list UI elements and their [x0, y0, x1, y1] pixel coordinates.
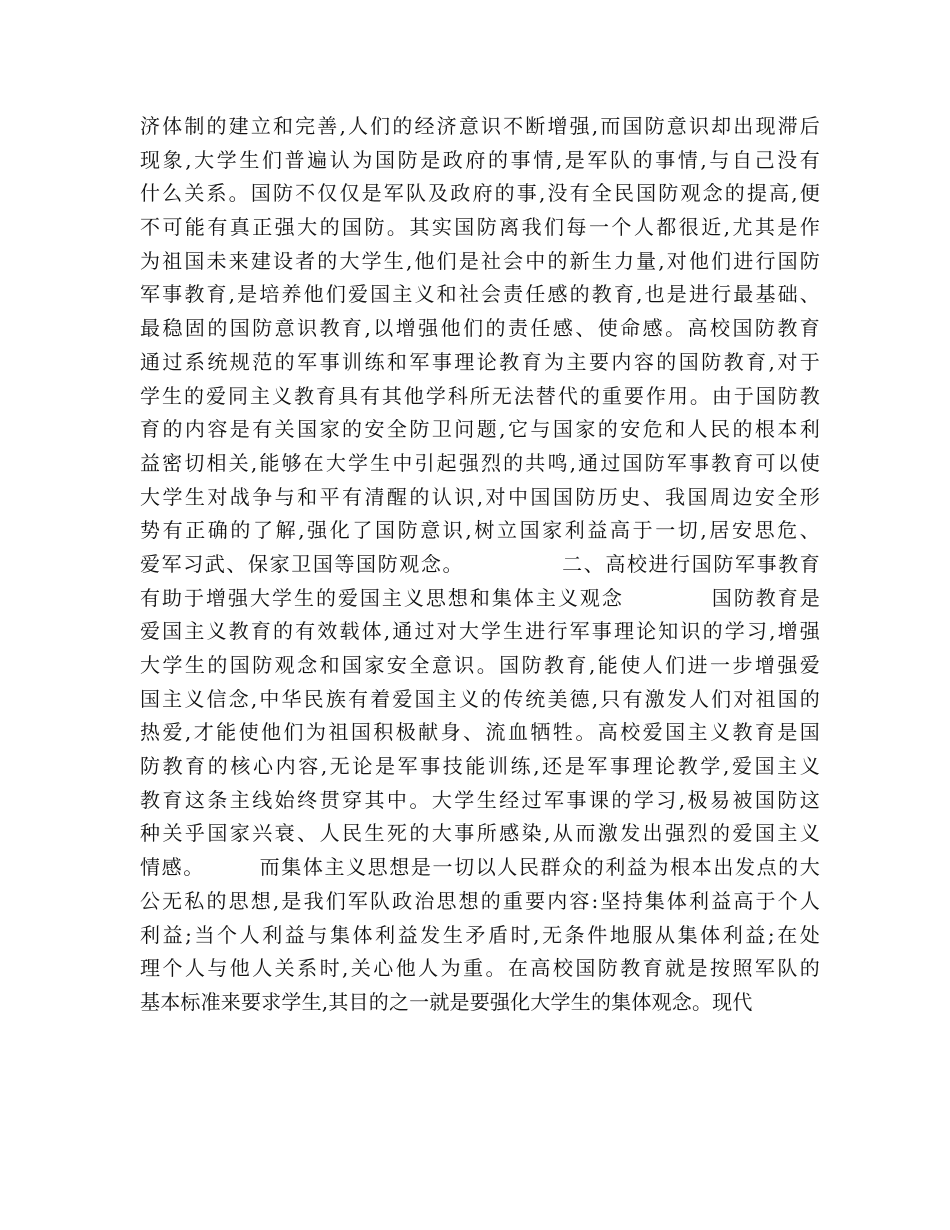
text-line: 理个人与他人关系时,关心他人为重。在高校国防教育就是按照军队的 [140, 956, 820, 981]
text-line: 基本标准来要求学生,其目的之一就是要强化大学生的集体观念。现代 [140, 989, 753, 1014]
text-line: 情感。 而集体主义思想是一切以人民群众的利益为根本出发点的大 [140, 855, 820, 880]
text-line: 最稳固的国防意识教育,以增强他们的责任感、使命感。高校国防教育 [140, 316, 820, 341]
text-line: 教育这条主线始终贯穿其中。大学生经过军事课的学习,极易被国防这 [140, 787, 820, 812]
text-line: 利益;当个人利益与集体利益发生矛盾时,无条件地服从集体利益;在处 [140, 922, 820, 947]
text-line: 通过系统规范的军事训练和军事理论教育为主要内容的国防教育,对于 [140, 349, 820, 374]
text-line: 防教育的核心内容,无论是军事技能训练,还是军事理论教学,爱国主义 [140, 754, 820, 779]
text-line: 育的内容是有关国家的安全防卫问题,它与国家的安危和人民的根本利 [140, 417, 820, 442]
text-line: 为祖国未来建设者的大学生,他们是社会中的新生力量,对他们进行国防 [140, 248, 820, 273]
text-line: 公无私的思想,是我们军队政治思想的重要内容:坚持集体利益高于个人 [140, 888, 820, 913]
text-line: 大学生对战争与和平有清醒的认识,对中国国防历史、我国周边安全形 [140, 484, 820, 509]
text-line: 爱国主义教育的有效载体,通过对大学生进行军事理论知识的学习,增强 [140, 619, 820, 644]
text-line: 不可能有真正强大的国防。其实国防离我们每一个人都很近,尤其是作 [140, 215, 820, 240]
body-text [140, 110, 820, 1020]
text-line: 热爱,才能使他们为祖国积极献身、流血牺牲。高校爱国主义教育是国 [140, 720, 820, 745]
text-line: 学生的爱同主义教育具有其他学科所无法替代的重要作用。由于国防教 [140, 383, 820, 408]
text-line: 势有正确的了解,强化了国防意识,树立国家利益高于一切,居安思危、 [140, 518, 820, 543]
text-line: 益密切相关,能够在大学生中引起强烈的共鸣,通过国防军事教育可以使 [140, 450, 820, 475]
text-line: 现象,大学生们普遍认为国防是政府的事情,是军队的事情,与自己没有 [140, 147, 820, 172]
text-line: 国主义信念,中华民族有着爱国主义的传统美德,只有激发人们对祖国的 [140, 686, 820, 711]
text-line: 什么关系。国防不仅仅是军队及政府的事,没有全民国防观念的提高,便 [140, 181, 820, 206]
text-line: 爱军习武、保家卫国等国防观念。 二、高校进行国防军事教育 [140, 551, 820, 576]
text-line: 种关乎国家兴衰、人民生死的大事所感染,从而激发出强烈的爱国主义 [140, 821, 820, 846]
text-line: 军事教育,是培养他们爱国主义和社会责任感的教育,也是进行最基础、 [140, 282, 820, 307]
text-line: 济体制的建立和完善,人们的经济意识不断增强,而国防意识却出现滞后 [140, 114, 820, 138]
text-line: 大学生的国防观念和国家安全意识。国防教育,能使人们进一步增强爱 [140, 653, 820, 677]
text-line: 有助于增强大学生的爱国主义思想和集体主义观念 国防教育是 [140, 585, 820, 610]
